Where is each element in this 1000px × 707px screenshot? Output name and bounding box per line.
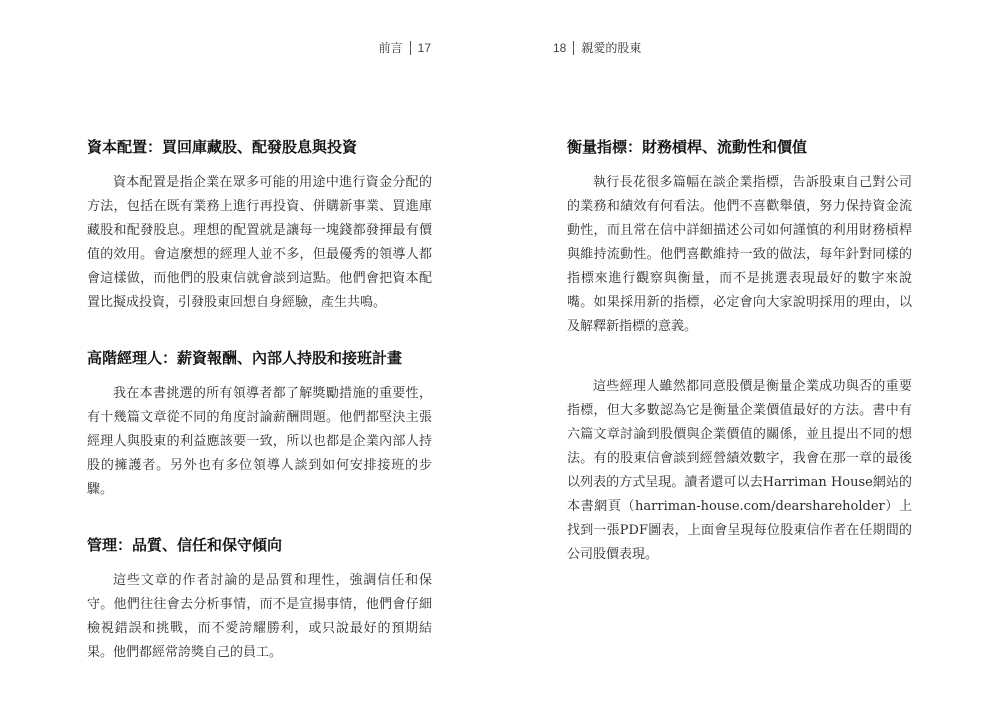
section-heading: 資本配置：買回庫藏股、配發股息與投資 [87,138,358,156]
left-text-column [87,137,432,698]
section-body: 資本配置是指企業在眾多可能的用途中進行資金分配的方法，包括在既有業務上進行再投資、併購新事業、買進庫藏股和配發股息。理想的配置就是讓每一塊錢都發揮最有價值的效用。會這麼想的經理人並不多，但最優秀的領導人都會這樣做，而他們的股東信就會談到這點。他們會把資本配置比擬成投資，引發股東回想自身經驗，產生共鳴。 [87,175,432,310]
running-head-title: 前言 [378,41,403,55]
section-capital-allocation [87,137,432,315]
page-number: 18 [553,41,567,55]
left-running-head [379,40,431,56]
section-body: 這些文章的作者討論的是品質和理性，強調信任和保守。他們往往會去分析事情，而不是宣揚事情，他們會仔細檢視錯誤和挑戰，而不愛誇耀勝利，或只說最好的預期結果。他們都經常誇獎自己的員工。 [87,573,432,660]
section-executives [87,348,432,502]
section-body: 我在本書挑選的所有領導者都了解獎勵措施的重要性，有十幾篇文章從不同的角度討論薪酬問題。他們都堅決主張經理人與股東的利益應該要一致，所以也都是企業內部人持股的擁護者。另外也有多位領導人談到如何安排接班的步驟。 [87,386,432,497]
share-price-paragraph-block [567,375,912,567]
right-text-column [567,137,912,567]
running-head-divider [573,41,574,55]
right-running-head [553,40,641,56]
section-heading: 高階經理人：薪資報酬、內部人持股和接班計畫 [87,349,403,367]
page-number: 17 [417,41,431,55]
section-management [87,535,432,665]
right-page [500,0,1000,707]
section-body: 執行長花很多篇幅在談企業指標，告訴股東自己對公司的業務和績效有何看法。他們不喜歡舉債，努力保持資金流動性，而且常在信中詳細描述公司如何謹慎的利用財務槓桿與維持流動性。他們喜歡維持一致的做法，每年針對同樣的指標來進行觀察與衡量，而不是挑選表現最好的數字來說嘴。如果採用新的指標，必定會向大家說明採用的理由，以及解釋新指標的意義。 [567,175,912,334]
section-heading: 管理：品質、信任和保守傾向 [87,536,283,554]
share-price-paragraph: 這些經理人雖然都同意股價是衡量企業成功與否的重要指標，但大多數認為它是衡量企業價值最好的方法。書中有六篇文章討論到股價與企業價值的關係，並且提出不同的想法。有的股東信會談到經營績效數字，我會在那一章的最後以列表的方式呈現。讀者還可以去Harriman House網站的本書網頁（harriman-house.com/dearshareholder）上找到一張PDF圖表，上面會呈現每位股東信作者在任期間的公司股價表現。 [567,379,912,562]
section-metrics [567,137,912,339]
section-heading: 衡量指標：財務槓桿、流動性和價值 [567,138,808,156]
running-head-title: 親愛的股東 [581,41,642,55]
running-head-divider [410,41,411,55]
